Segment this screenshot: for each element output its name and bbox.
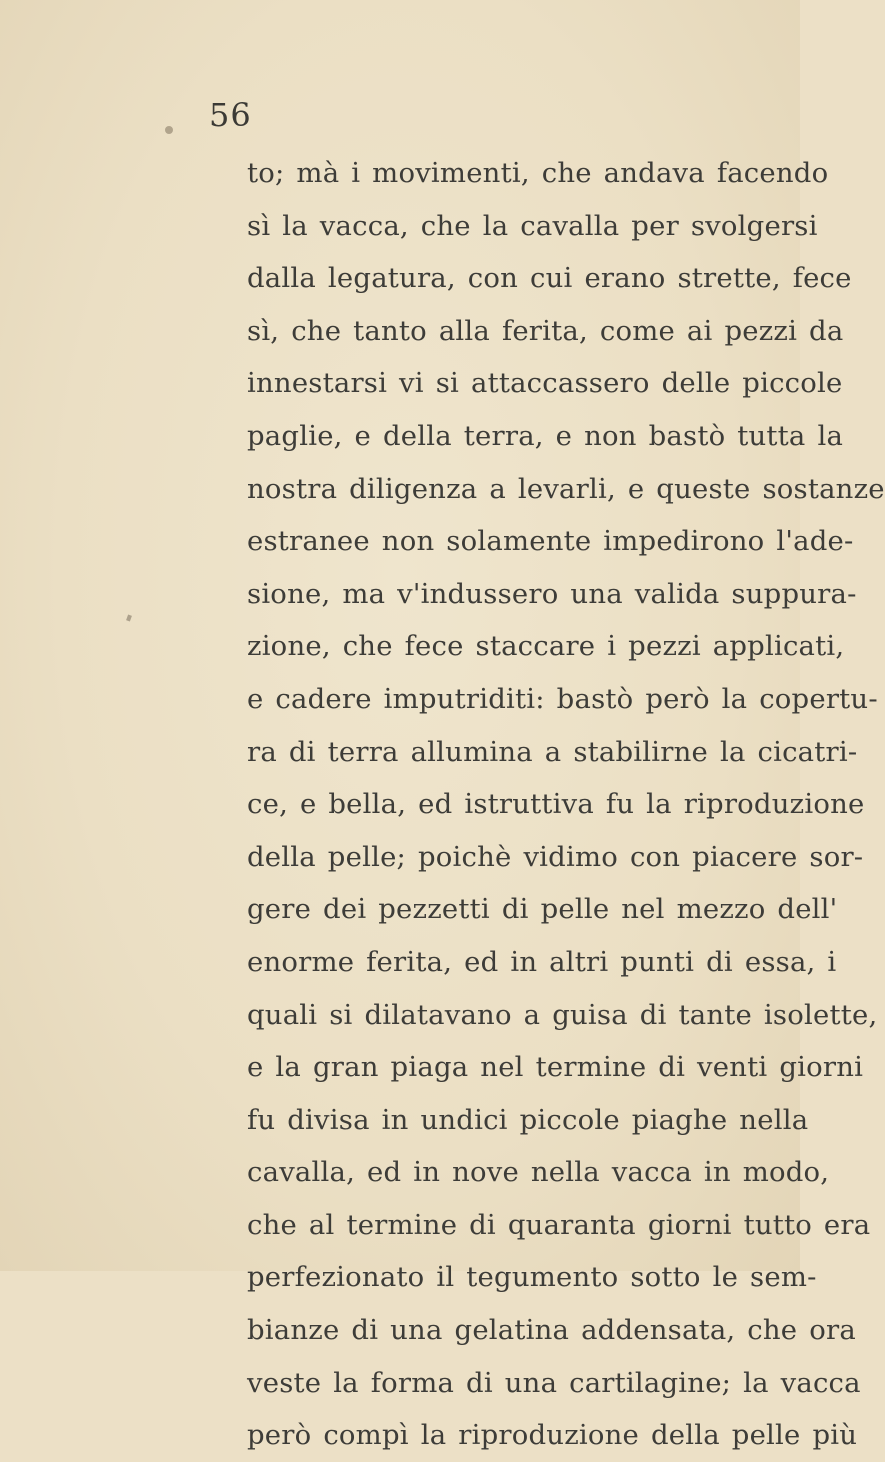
text-line: sì, che tanto alla ferita, come ai pezzi da	[247, 314, 844, 347]
text-line: però compì la riproduzione della pelle più	[247, 1419, 858, 1452]
page-number: 56	[209, 96, 252, 134]
text-line: sì la vacca, che la cavalla per svolgersi	[247, 209, 818, 242]
ink-spot	[165, 126, 173, 134]
text-line: fu divisa in undici piccole piaghe nella	[247, 1103, 809, 1136]
text-line: e la gran piaga nel termine di venti giorni	[247, 1051, 864, 1084]
text-line: che al termine di quaranta giorni tutto era	[247, 1208, 871, 1241]
text-line: gere dei pezzetti di pelle nel mezzo dell'	[247, 893, 838, 926]
text-line: perfezionato il tegumento sotto le sem-	[247, 1261, 817, 1294]
text-line: ra di terra allumina a stabilirne la cicatri-	[247, 735, 858, 768]
text-line: della pelle; poichè vidimo con piacere sor-	[247, 840, 864, 873]
body-text	[247, 147, 885, 1462]
text-line: dalla legatura, con cui erano strette, fece	[247, 262, 852, 295]
text-line: ce, e bella, ed istruttiva fu la riproduzione	[247, 788, 865, 821]
text-line: enorme ferita, ed in altri punti di essa, i	[247, 945, 837, 978]
text-line: innestarsi vi si attaccassero delle piccole	[247, 367, 843, 400]
text-line: bianze di una gelatina addensata, che ora	[247, 1314, 856, 1347]
ink-mark	[126, 614, 132, 621]
text-line: estranee non solamente impedirono l'ade-	[247, 525, 854, 558]
text-line: cavalla, ed in nove nella vacca in modo,	[247, 1156, 830, 1189]
text-line: sione, ma v'indussero una valida suppura-	[247, 577, 857, 610]
text-line: to; mà i movimenti, che andava facendo	[247, 157, 829, 189]
text-line: e cadere imputriditi: bastò però la copertu-	[247, 682, 878, 715]
text-line: quali si dilatavano a guisa di tante isolette,	[247, 998, 878, 1031]
text-line: veste la forma di una cartilagine; la vacca	[247, 1366, 861, 1399]
text-line: zione, che fece staccare i pezzi applicati,	[247, 630, 845, 663]
text-line: paglie, e della terra, e non bastò tutta la	[247, 419, 844, 452]
text-line: nostra diligenza a levarli, e queste sostanze	[247, 472, 885, 505]
